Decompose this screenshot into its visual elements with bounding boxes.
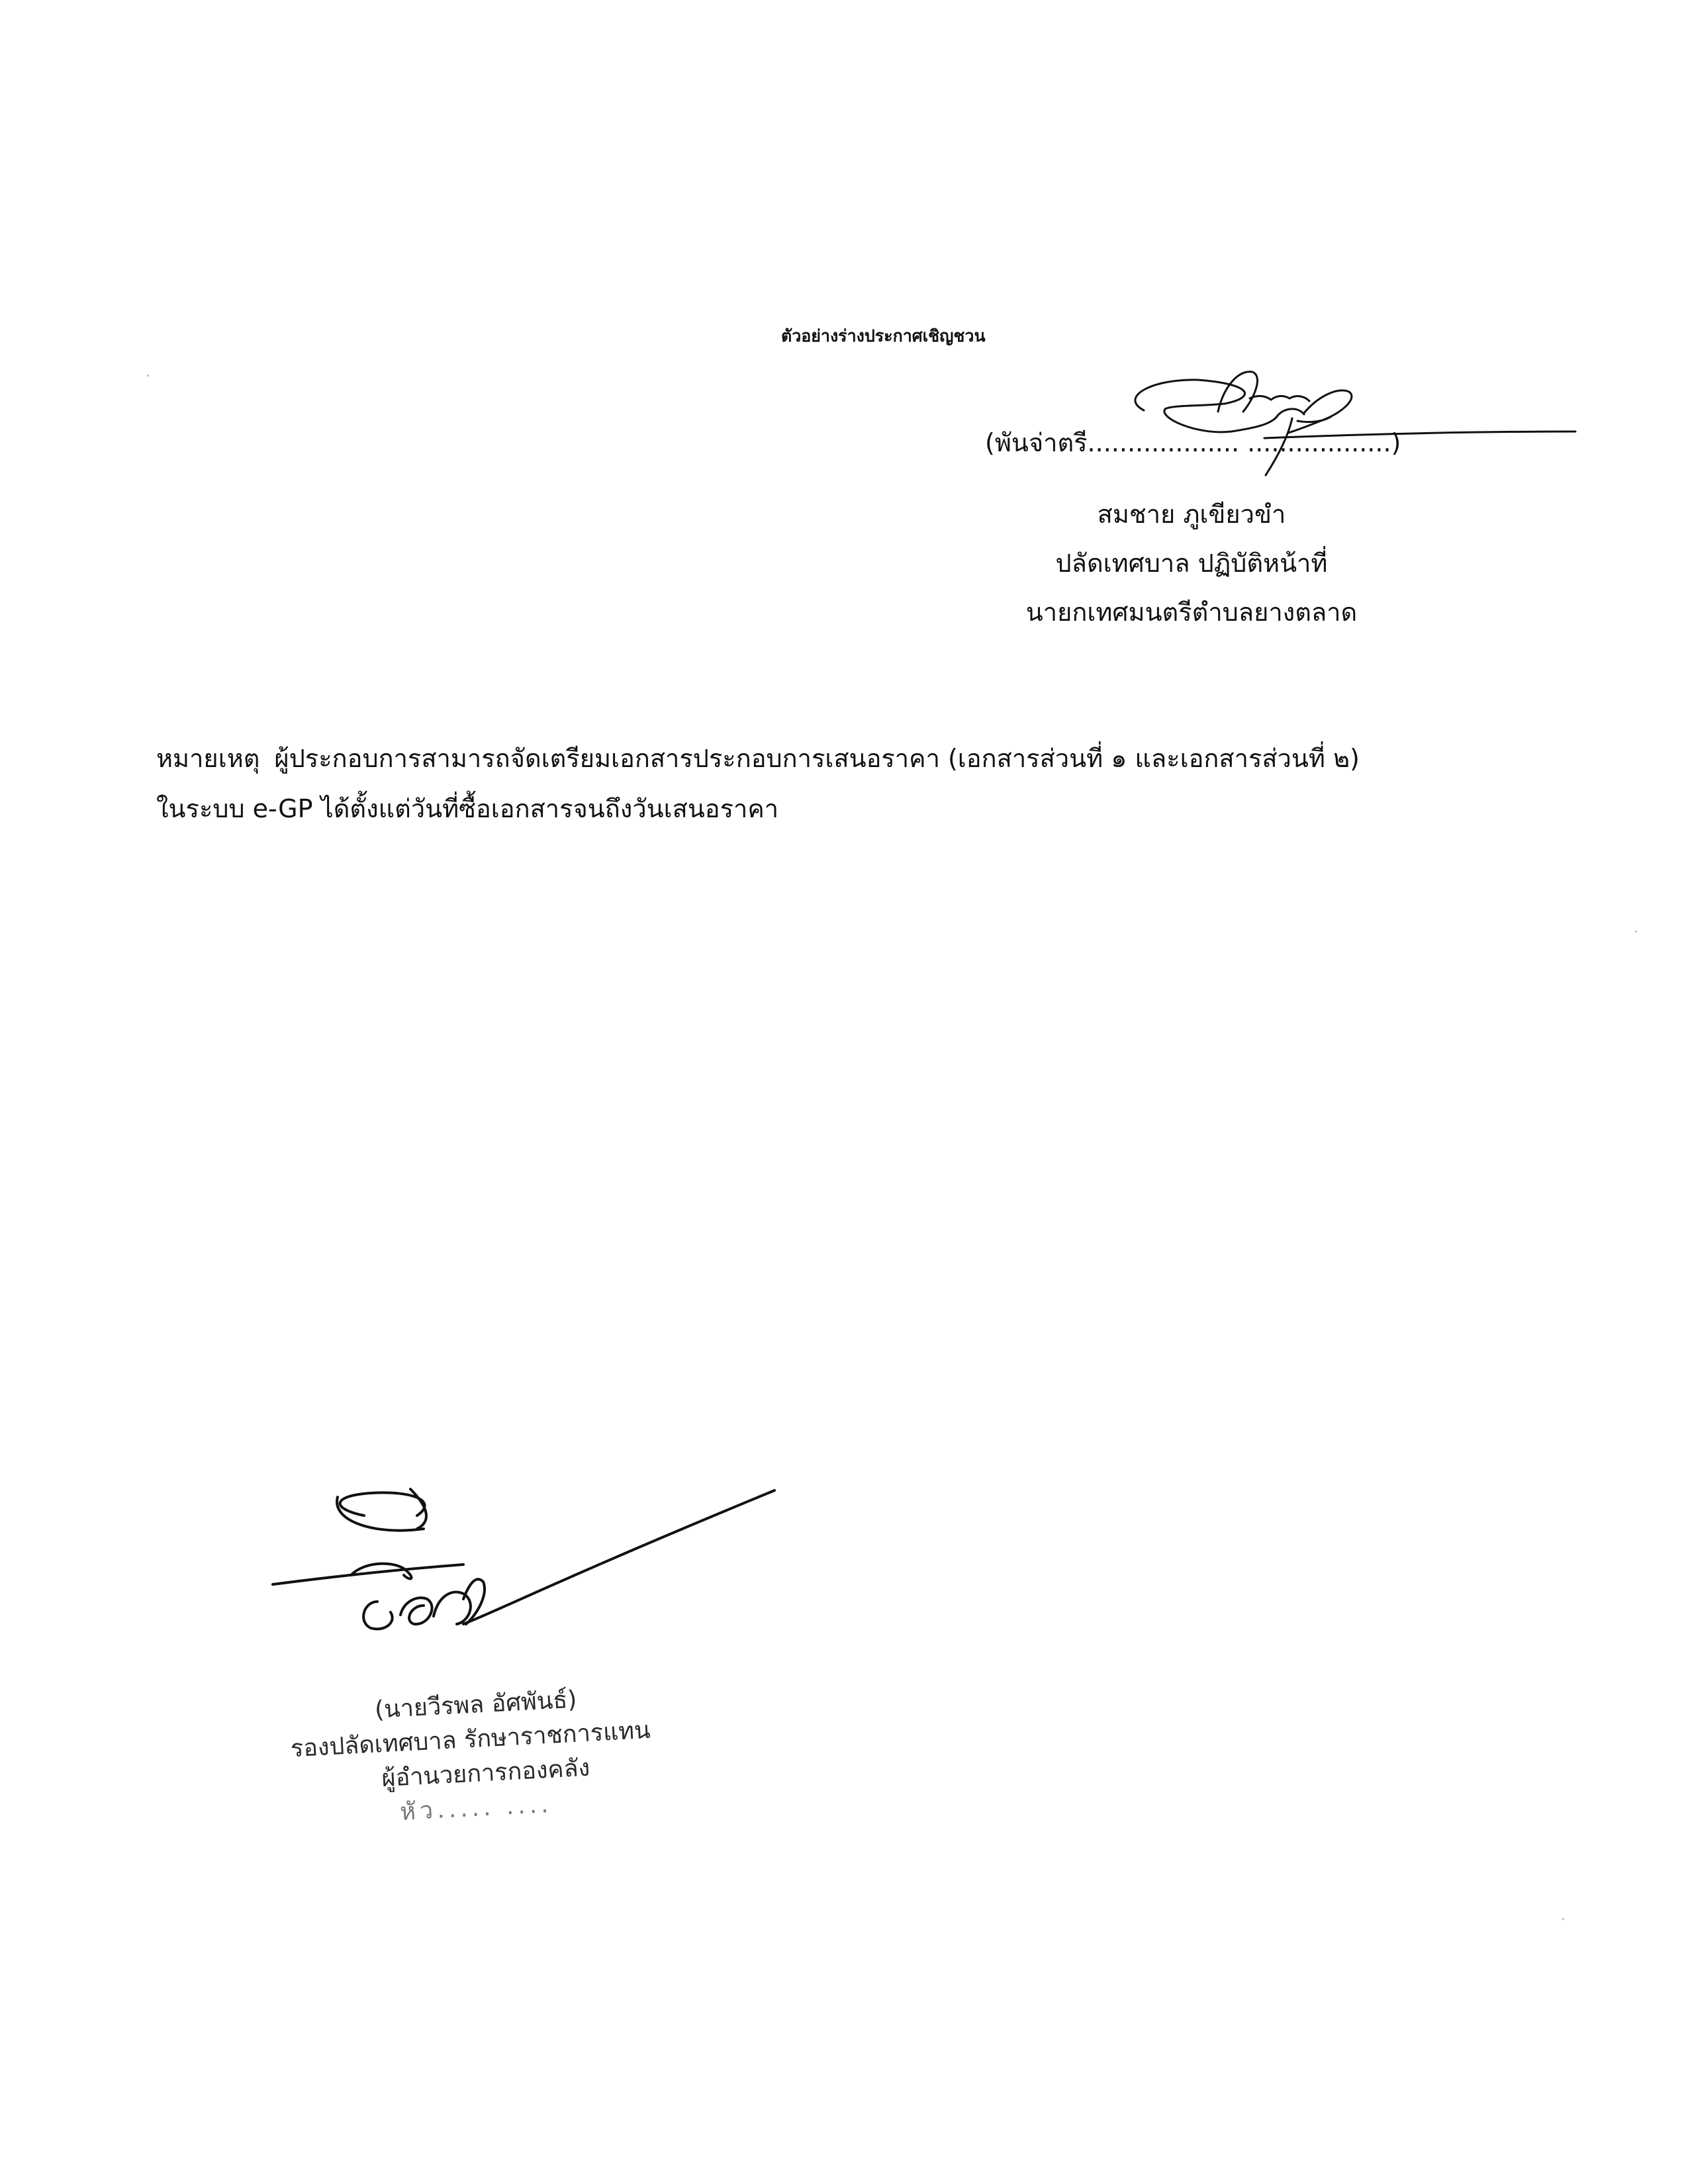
remark-label: หมายเหตุ [156, 744, 260, 773]
signatory-position-1: ปลัดเทศบาล ปฏิบัติหน้าที่ [1055, 549, 1328, 578]
stamp-position-3-faded: หัว..... .... [399, 1790, 553, 1826]
scan-speck [147, 375, 149, 377]
signatory-position-2: นายกเทศมนตรีตำบลยางตลาด [1025, 598, 1358, 627]
remark-text-1: ผู้ประกอบการสามารถจัดเตรียมเอกสารประกอบการเสนอราคา (เอกสารส่วนที่ ๑ และเอกสารส่วนที่ ๒) [274, 744, 1360, 773]
draft-note-heading: ตัวอย่างร่างประกาศเชิญชวน [781, 326, 986, 345]
signatory-name: สมชาย ภูเขียวขำ [1097, 500, 1286, 529]
signatory-block [993, 490, 1390, 637]
scan-speck [1635, 931, 1637, 933]
remark-line-2: ในระบบ e-GP ได้ตั้งแต่วันที่ซื้อเอกสารจนถึงวันเสนอราคา [156, 794, 779, 823]
signatory-rank-line: (พันจ่าตรี................... ..................) [985, 428, 1401, 457]
remark-line-1 [156, 733, 1360, 784]
stamp-position-2: ผู้อำนวยการกองคลัง [381, 1754, 591, 1793]
scan-speck [1562, 1918, 1564, 1920]
stamp-position-1: รองปลัดเทศบาล รักษาราชการแทน [289, 1716, 651, 1763]
deputy-clerk-stamp [281, 1674, 751, 1835]
remark-paragraph [156, 733, 1360, 834]
stamp-name: (นายวีรพล อัศพันธ์) [374, 1686, 578, 1724]
